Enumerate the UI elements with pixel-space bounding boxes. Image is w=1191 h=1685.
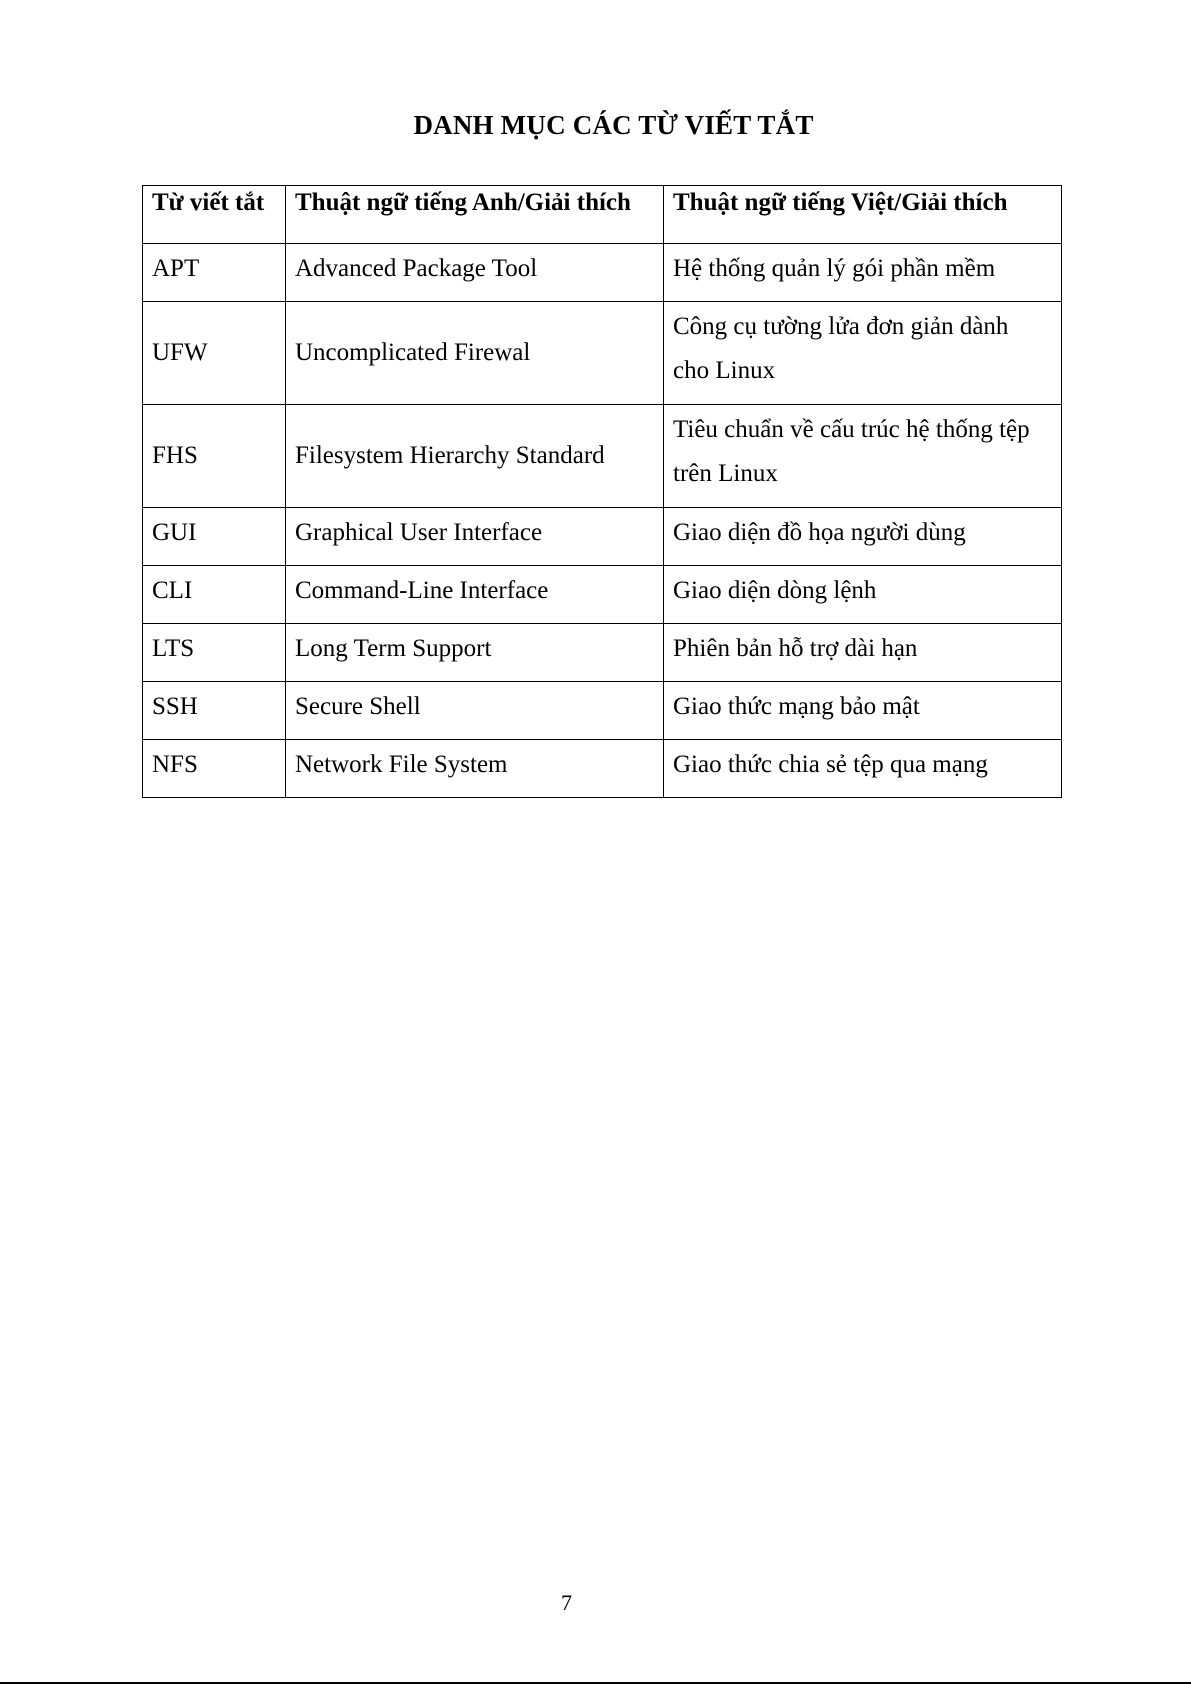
- cell-line: Hệ thống quản lý gói phần mềm: [673, 255, 996, 282]
- table-row: [143, 508, 1062, 566]
- cell-abbreviation: GUI: [143, 508, 286, 566]
- header-vietnamese-term: Thuật ngữ tiếng Việt/Giải thích: [664, 186, 1062, 244]
- cell-english-term: Uncomplicated Firewal: [286, 302, 664, 405]
- cell-abbreviation: CLI: [143, 566, 286, 624]
- cell-abbreviation: SSH: [143, 682, 286, 740]
- cell-abbreviation: UFW: [143, 302, 286, 405]
- cell-line: cho Linux: [673, 357, 776, 384]
- cell-line: Công cụ tường lửa đơn giản dành: [673, 313, 1009, 340]
- table-row: [143, 740, 1062, 798]
- cell-vietnamese-term: [664, 624, 1062, 682]
- cell-vietnamese-term: [664, 682, 1062, 740]
- cell-english-term: Long Term Support: [286, 624, 664, 682]
- table-row: [143, 682, 1062, 740]
- cell-abbreviation: FHS: [143, 405, 286, 508]
- cell-abbreviation: LTS: [143, 624, 286, 682]
- cell-english-term: Command-Line Interface: [286, 566, 664, 624]
- cell-english-term: Network File System: [286, 740, 664, 798]
- cell-line: Tiêu chuẩn về cấu trúc hệ thống tệp: [673, 416, 1030, 443]
- table-header-row: [143, 186, 1062, 244]
- cell-vietnamese-term: [664, 244, 1062, 302]
- cell-english-term: Secure Shell: [286, 682, 664, 740]
- cell-vietnamese-term: [664, 508, 1062, 566]
- cell-line: Giao diện đồ họa người dùng: [673, 519, 966, 546]
- cell-line: trên Linux: [673, 460, 778, 487]
- footer-divider: [0, 1682, 1191, 1684]
- cell-vietnamese-term: [664, 405, 1062, 508]
- cell-line: Giao thức chia sẻ tệp qua mạng: [673, 751, 988, 778]
- cell-vietnamese-term: [664, 566, 1062, 624]
- table-row: [143, 624, 1062, 682]
- table-row: [143, 244, 1062, 302]
- cell-english-term: Advanced Package Tool: [286, 244, 664, 302]
- header-abbreviation: Từ viết tắt: [143, 186, 286, 244]
- cell-english-term: Filesystem Hierarchy Standard: [286, 405, 664, 508]
- cell-vietnamese-term: [664, 740, 1062, 798]
- cell-abbreviation: APT: [143, 244, 286, 302]
- table-row: [143, 405, 1062, 508]
- table-row: [143, 566, 1062, 624]
- cell-line: Phiên bản hỗ trợ dài hạn: [673, 635, 918, 662]
- page-number: 7: [561, 1590, 572, 1615]
- cell-vietnamese-term: [664, 302, 1062, 405]
- header-english-term: Thuật ngữ tiếng Anh/Giải thích: [286, 186, 664, 244]
- page-title: DANH MỤC CÁC TỪ VIẾT TẮT: [413, 110, 814, 140]
- cell-english-term: Graphical User Interface: [286, 508, 664, 566]
- abbreviations-table: [142, 185, 1062, 798]
- cell-line: Giao thức mạng bảo mật: [673, 693, 920, 720]
- table-row: [143, 302, 1062, 405]
- cell-line: Giao diện dòng lệnh: [673, 577, 877, 604]
- cell-abbreviation: NFS: [143, 740, 286, 798]
